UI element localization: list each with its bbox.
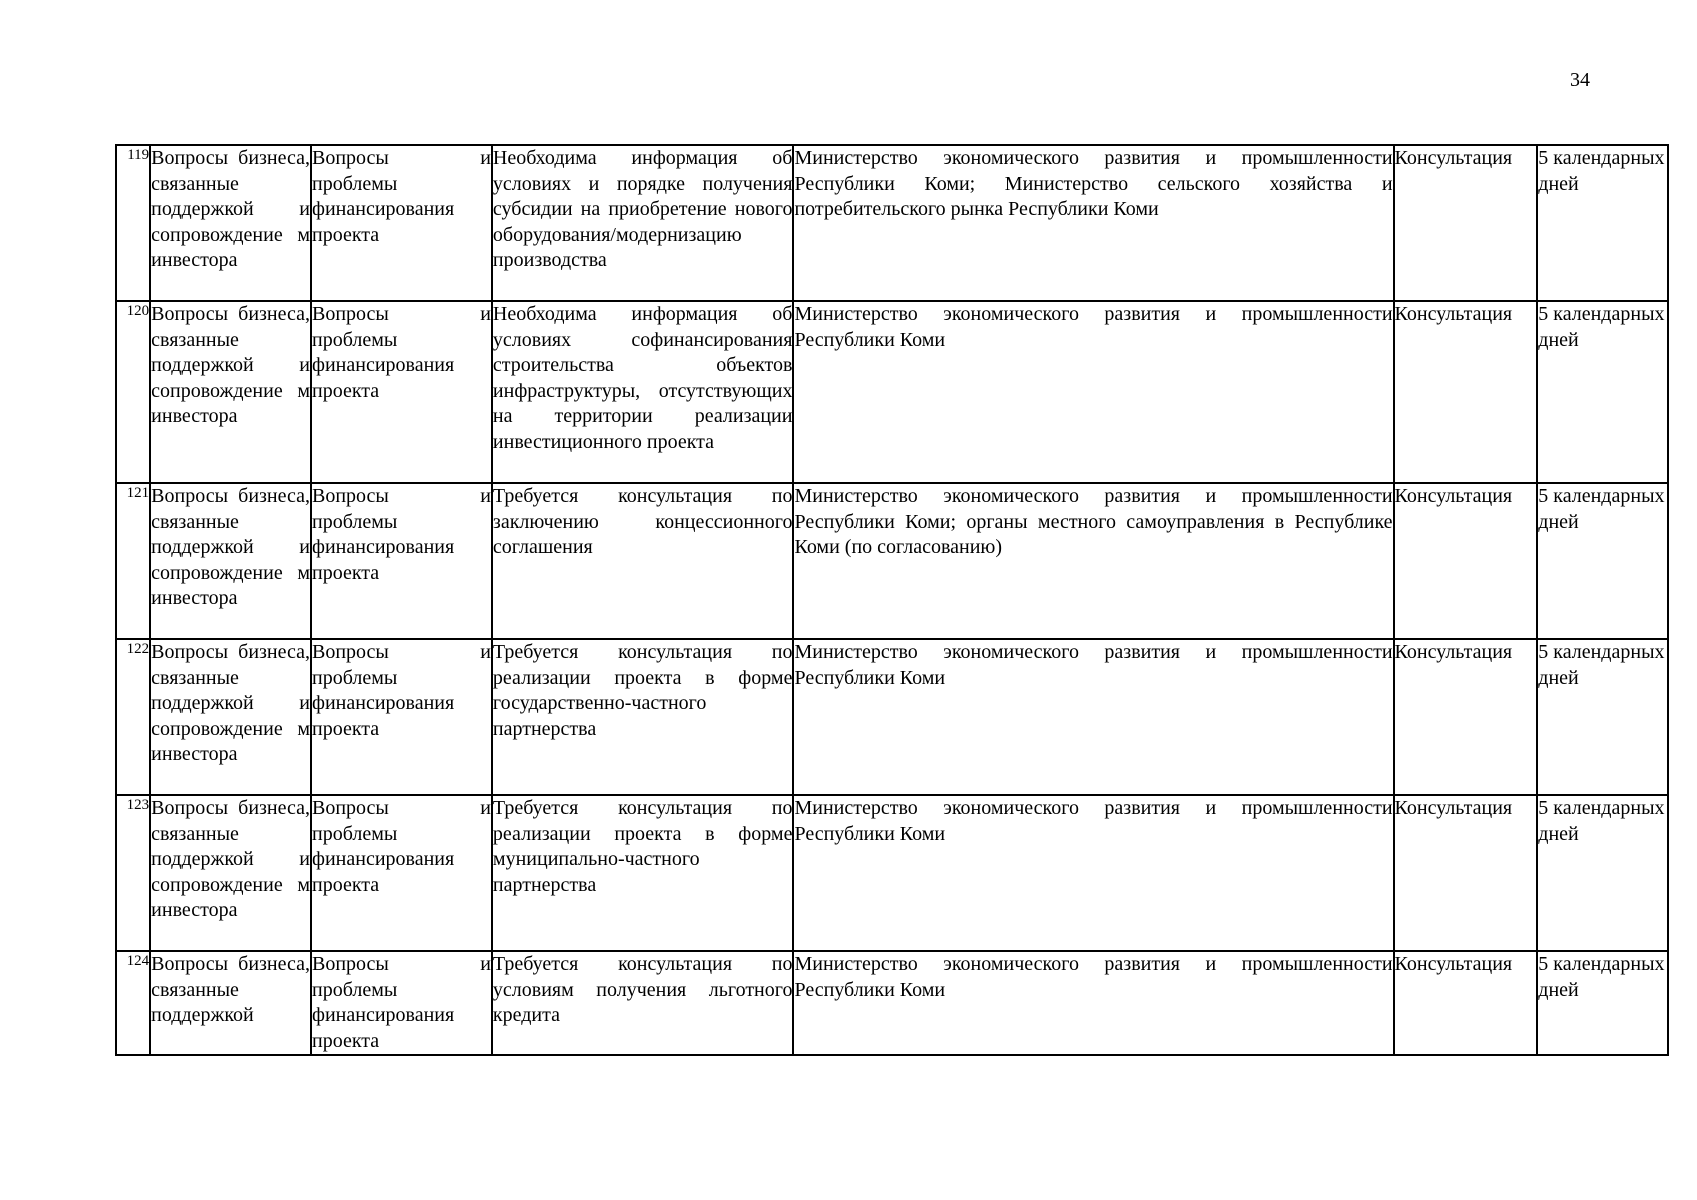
row-number: 123 xyxy=(116,795,150,951)
table-row xyxy=(116,795,1668,951)
responsible-cell: Министерство экономического развития и промышленности Республики Коми xyxy=(793,639,1393,795)
row-number: 122 xyxy=(116,639,150,795)
topic-cell: Вопросы бизнеса, связанные поддержкой и сопровождение м инвестора xyxy=(150,483,311,639)
subtopic-cell: Вопросы и проблемы финансирования проекта xyxy=(311,145,492,301)
responsible-cell: Министерство экономического развития и промышленности Республики Коми xyxy=(793,795,1393,951)
subtopic-cell: Вопросы и проблемы финансирования проекта xyxy=(311,639,492,795)
question-cell: Требуется консультация по реализации проекта в форме государственно-частного партнерства xyxy=(492,639,794,795)
term-cell: 5 календарных дней xyxy=(1537,301,1668,483)
term-cell: 5 календарных дней xyxy=(1537,145,1668,301)
form-cell: Консультация xyxy=(1394,639,1538,795)
term-cell: 5 календарных дней xyxy=(1537,951,1668,1055)
table-row xyxy=(116,483,1668,639)
responsible-cell: Министерство экономического развития и промышленности Республики Коми; органы местного самоуправления в Республике Коми (по согласованию) xyxy=(793,483,1393,639)
subtopic-cell: Вопросы и проблемы финансирования проекта xyxy=(311,951,492,1055)
row-number: 124 xyxy=(116,951,150,1055)
subtopic-cell: Вопросы и проблемы финансирования проекта xyxy=(311,795,492,951)
table-row xyxy=(116,301,1668,483)
topic-cell: Вопросы бизнеса, связанные поддержкой и сопровождение м инвестора xyxy=(150,795,311,951)
responsible-cell: Министерство экономического развития и промышленности Республики Коми xyxy=(793,951,1393,1055)
services-table xyxy=(115,144,1669,1056)
form-cell: Консультация xyxy=(1394,483,1538,639)
question-cell: Требуется консультация по заключению концессионного соглашения xyxy=(492,483,794,639)
topic-cell: Вопросы бизнеса, связанные поддержкой и сопровождение м инвестора xyxy=(150,145,311,301)
form-cell: Консультация xyxy=(1394,301,1538,483)
form-cell: Консультация xyxy=(1394,145,1538,301)
form-cell: Консультация xyxy=(1394,795,1538,951)
table-row xyxy=(116,639,1668,795)
subtopic-cell: Вопросы и проблемы финансирования проекта xyxy=(311,301,492,483)
term-cell: 5 календарных дней xyxy=(1537,639,1668,795)
form-cell: Консультация xyxy=(1394,951,1538,1055)
responsible-cell: Министерство экономического развития и промышленности Республики Коми; Министерство сельского хозяйства и потребительского рынка Республики Коми xyxy=(793,145,1393,301)
question-cell: Требуется консультация по реализации проекта в форме муниципально-частного партнерства xyxy=(492,795,794,951)
topic-cell: Вопросы бизнеса, связанные поддержкой и сопровождение м инвестора xyxy=(150,639,311,795)
page-number: 34 xyxy=(1570,69,1590,91)
term-cell: 5 календарных дней xyxy=(1537,795,1668,951)
question-cell: Необходима информация об условиях и порядке получения субсидии на приобретение нового оборудования/модернизацию производства xyxy=(492,145,794,301)
row-number: 120 xyxy=(116,301,150,483)
topic-cell: Вопросы бизнеса, связанные поддержкой xyxy=(150,951,311,1055)
subtopic-cell: Вопросы и проблемы финансирования проекта xyxy=(311,483,492,639)
question-cell: Необходима информация об условиях софинансирования строительства объектов инфраструктуры, отсутствующих на территории реализации инвестиционного проекта xyxy=(492,301,794,483)
row-number: 121 xyxy=(116,483,150,639)
row-number: 119 xyxy=(116,145,150,301)
term-cell: 5 календарных дней xyxy=(1537,483,1668,639)
table-row xyxy=(116,145,1668,301)
topic-cell: Вопросы бизнеса, связанные поддержкой и сопровождение м инвестора xyxy=(150,301,311,483)
question-cell: Требуется консультация по условиям получения льготного кредита xyxy=(492,951,794,1055)
responsible-cell: Министерство экономического развития и промышленности Республики Коми xyxy=(793,301,1393,483)
table-row xyxy=(116,951,1668,1055)
